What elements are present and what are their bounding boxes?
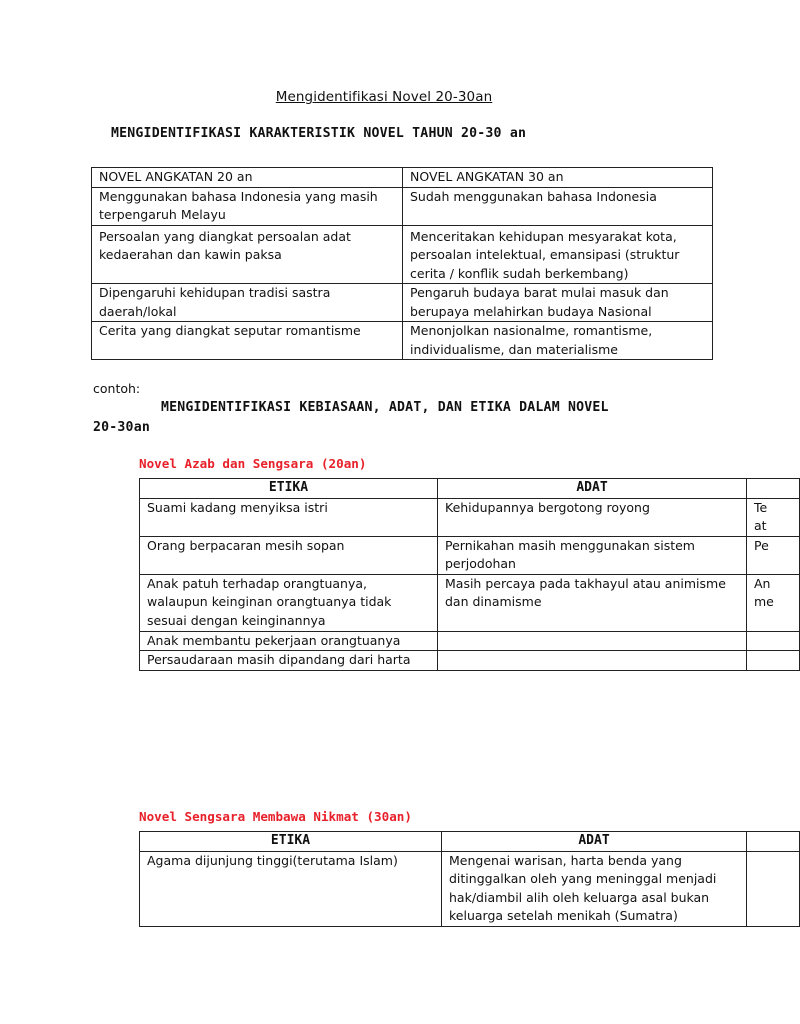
table-cell: Kehidupannya bergotong royong xyxy=(438,498,747,536)
table-cell: Dipengaruhi kehidupan tradisi sastra daerah/lokal xyxy=(92,284,403,322)
table-cell: Menggunakan bahasa Indonesia yang masih terpengaruh Melayu xyxy=(92,187,403,225)
table-cell: Cerita yang diangkat seputar romantisme xyxy=(92,322,403,360)
table-row xyxy=(92,284,713,322)
table-row xyxy=(140,651,800,671)
table-cell: Agama dijunjung tinggi(terutama Islam) xyxy=(140,851,442,926)
novel-azab-title: Novel Azab dan Sengsara (20an) xyxy=(139,456,367,471)
table-row xyxy=(140,574,800,631)
table-row xyxy=(140,851,800,926)
table-cell: Pernikahan masih menggunakan sistem perjodohan xyxy=(438,536,747,574)
section-heading-karakteristik: MENGIDENTIFIKASI KARAKTERISTIK NOVEL TAHUN 20-30 an xyxy=(111,126,527,141)
header-cell-truncated xyxy=(747,479,800,499)
table-header-row xyxy=(92,168,713,188)
table-cell: Orang berpacaran mesih sopan xyxy=(140,536,438,574)
contoh-label: contoh: xyxy=(93,381,141,396)
header-cell-adat: ADAT xyxy=(438,479,747,499)
table-cell: Sudah menggunakan bahasa Indonesia xyxy=(403,187,713,225)
table-cell: Pengaruh budaya barat mulai masuk dan berupaya melahirkan budaya Nasional xyxy=(403,284,713,322)
azab-table xyxy=(139,478,800,671)
table-row xyxy=(140,498,800,536)
table-cell xyxy=(747,651,800,671)
table-cell xyxy=(747,631,800,651)
document-title: Mengidentifikasi Novel 20-30an xyxy=(275,89,493,105)
table-row xyxy=(92,225,713,284)
header-cell-adat: ADAT xyxy=(442,832,747,852)
header-cell-30an: NOVEL ANGKATAN 30 an xyxy=(403,168,713,188)
table-cell: Anak membantu pekerjaan orangtuanya xyxy=(140,631,438,651)
table-cell xyxy=(438,651,747,671)
section-heading-kebiasaan-cont: 20-30an xyxy=(93,420,150,435)
header-cell-etika: ETIKA xyxy=(140,479,438,499)
table-cell: Persaudaraan masih dipandang dari harta xyxy=(140,651,438,671)
table-row xyxy=(92,322,713,360)
table-row xyxy=(140,631,800,651)
section-heading-kebiasaan: MENGIDENTIFIKASI KEBIASAAN, ADAT, DAN ETIKA DALAM NOVEL xyxy=(161,400,609,415)
table-cell: Menceritakan kehidupan mesyarakat kota, persoalan intelektual, emansipasi (struktur cerita / konflik sudah berkembang) xyxy=(403,225,713,284)
table-cell: Pe xyxy=(747,536,800,574)
header-cell-truncated xyxy=(747,832,800,852)
table-header-row xyxy=(140,479,800,499)
table-cell: Masih percaya pada takhayul atau animisme dan dinamisme xyxy=(438,574,747,631)
table-cell xyxy=(438,631,747,651)
header-cell-20an: NOVEL ANGKATAN 20 an xyxy=(92,168,403,188)
table-cell: Mengenai warisan, harta benda yang ditinggalkan oleh yang meninggal menjadi hak/diambil alih oleh keluarga asal bukan keluarga setelah menikah (Sumatra) xyxy=(442,851,747,926)
novel-sengsara-title: Novel Sengsara Membawa Nikmat (30an) xyxy=(139,809,412,824)
table-cell xyxy=(747,851,800,926)
table-cell: Te at xyxy=(747,498,800,536)
table-row xyxy=(92,187,713,225)
table-cell: Anak patuh terhadap orangtuanya, walaupun keinginan orangtuanya tidak sesuai dengan keinginannya xyxy=(140,574,438,631)
sengsara-table xyxy=(139,831,800,927)
table-cell: An me xyxy=(747,574,800,631)
table-cell: Menonjolkan nasionalme, romantisme, individualisme, dan materialisme xyxy=(403,322,713,360)
header-cell-etika: ETIKA xyxy=(140,832,442,852)
table-cell: Persoalan yang diangkat persoalan adat kedaerahan dan kawin paksa xyxy=(92,225,403,284)
characteristics-table xyxy=(91,167,713,360)
table-cell: Suami kadang menyiksa istri xyxy=(140,498,438,536)
table-header-row xyxy=(140,832,800,852)
table-row xyxy=(140,536,800,574)
